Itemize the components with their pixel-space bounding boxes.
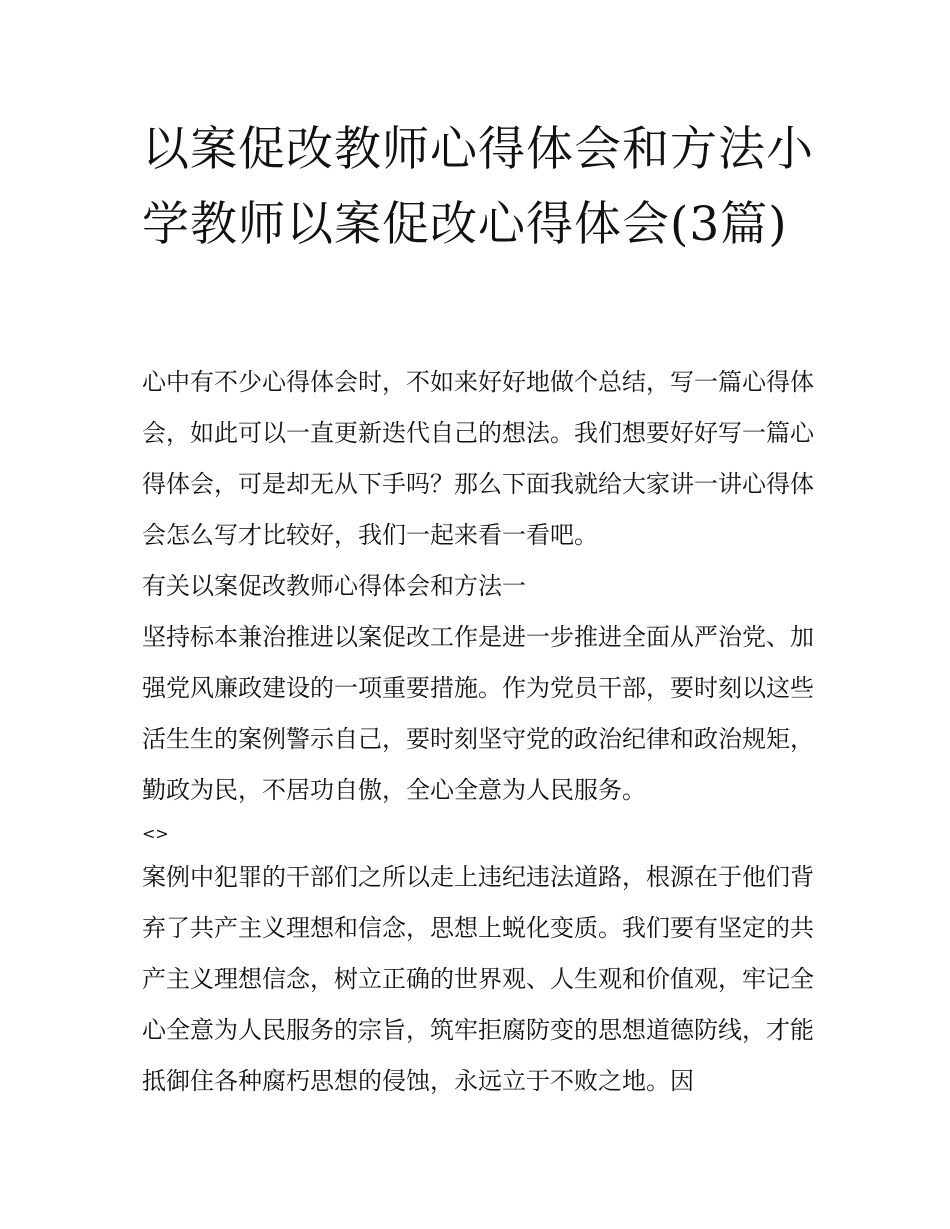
intro-paragraph: 心中有不少心得体会时，不如来好好地做个总结，写一篇心得体会，如此可以一直更新迭代自己的想法。我们想要好好写一篇心得体会，可是却无从下手吗？那么下面我就给大家讲一讲心得体会怎么写才比较好，我们一起来看一看吧。 <box>142 368 814 549</box>
document-body <box>142 357 822 1107</box>
placeholder-marker: <> <box>142 824 169 843</box>
section-heading: 有关以案促改教师心得体会和方法一 <box>142 572 526 600</box>
body-paragraph: 案例中犯罪的干部们之所以走上违纪违法道路，根源在于他们背弃了共产主义理想和信念，思想上蜕化变质。我们要有坚定的共产主义理想信念，树立正确的世界观、人生观和价值观，牢记全心全意为人民服务的宗旨，筑牢拒腐防变的思想道德防线，才能抵御住各种腐朽思想的侵蚀，永远立于不败之地。因 <box>142 863 814 1095</box>
body-paragraph: 坚持标本兼治推进以案促改工作是进一步推进全面从严治党、加强党风廉政建设的一项重要措施。作为党员干部，要时刻以这些活生生的案例警示自己，要时刻坚守党的政治纪律和政治规矩，勤政为民，不居功自傲，全心全意为人民服务。 <box>142 623 814 804</box>
document-title: 以案促改教师心得体会和方法小学教师以案促改心得体会(3篇) <box>142 122 814 252</box>
